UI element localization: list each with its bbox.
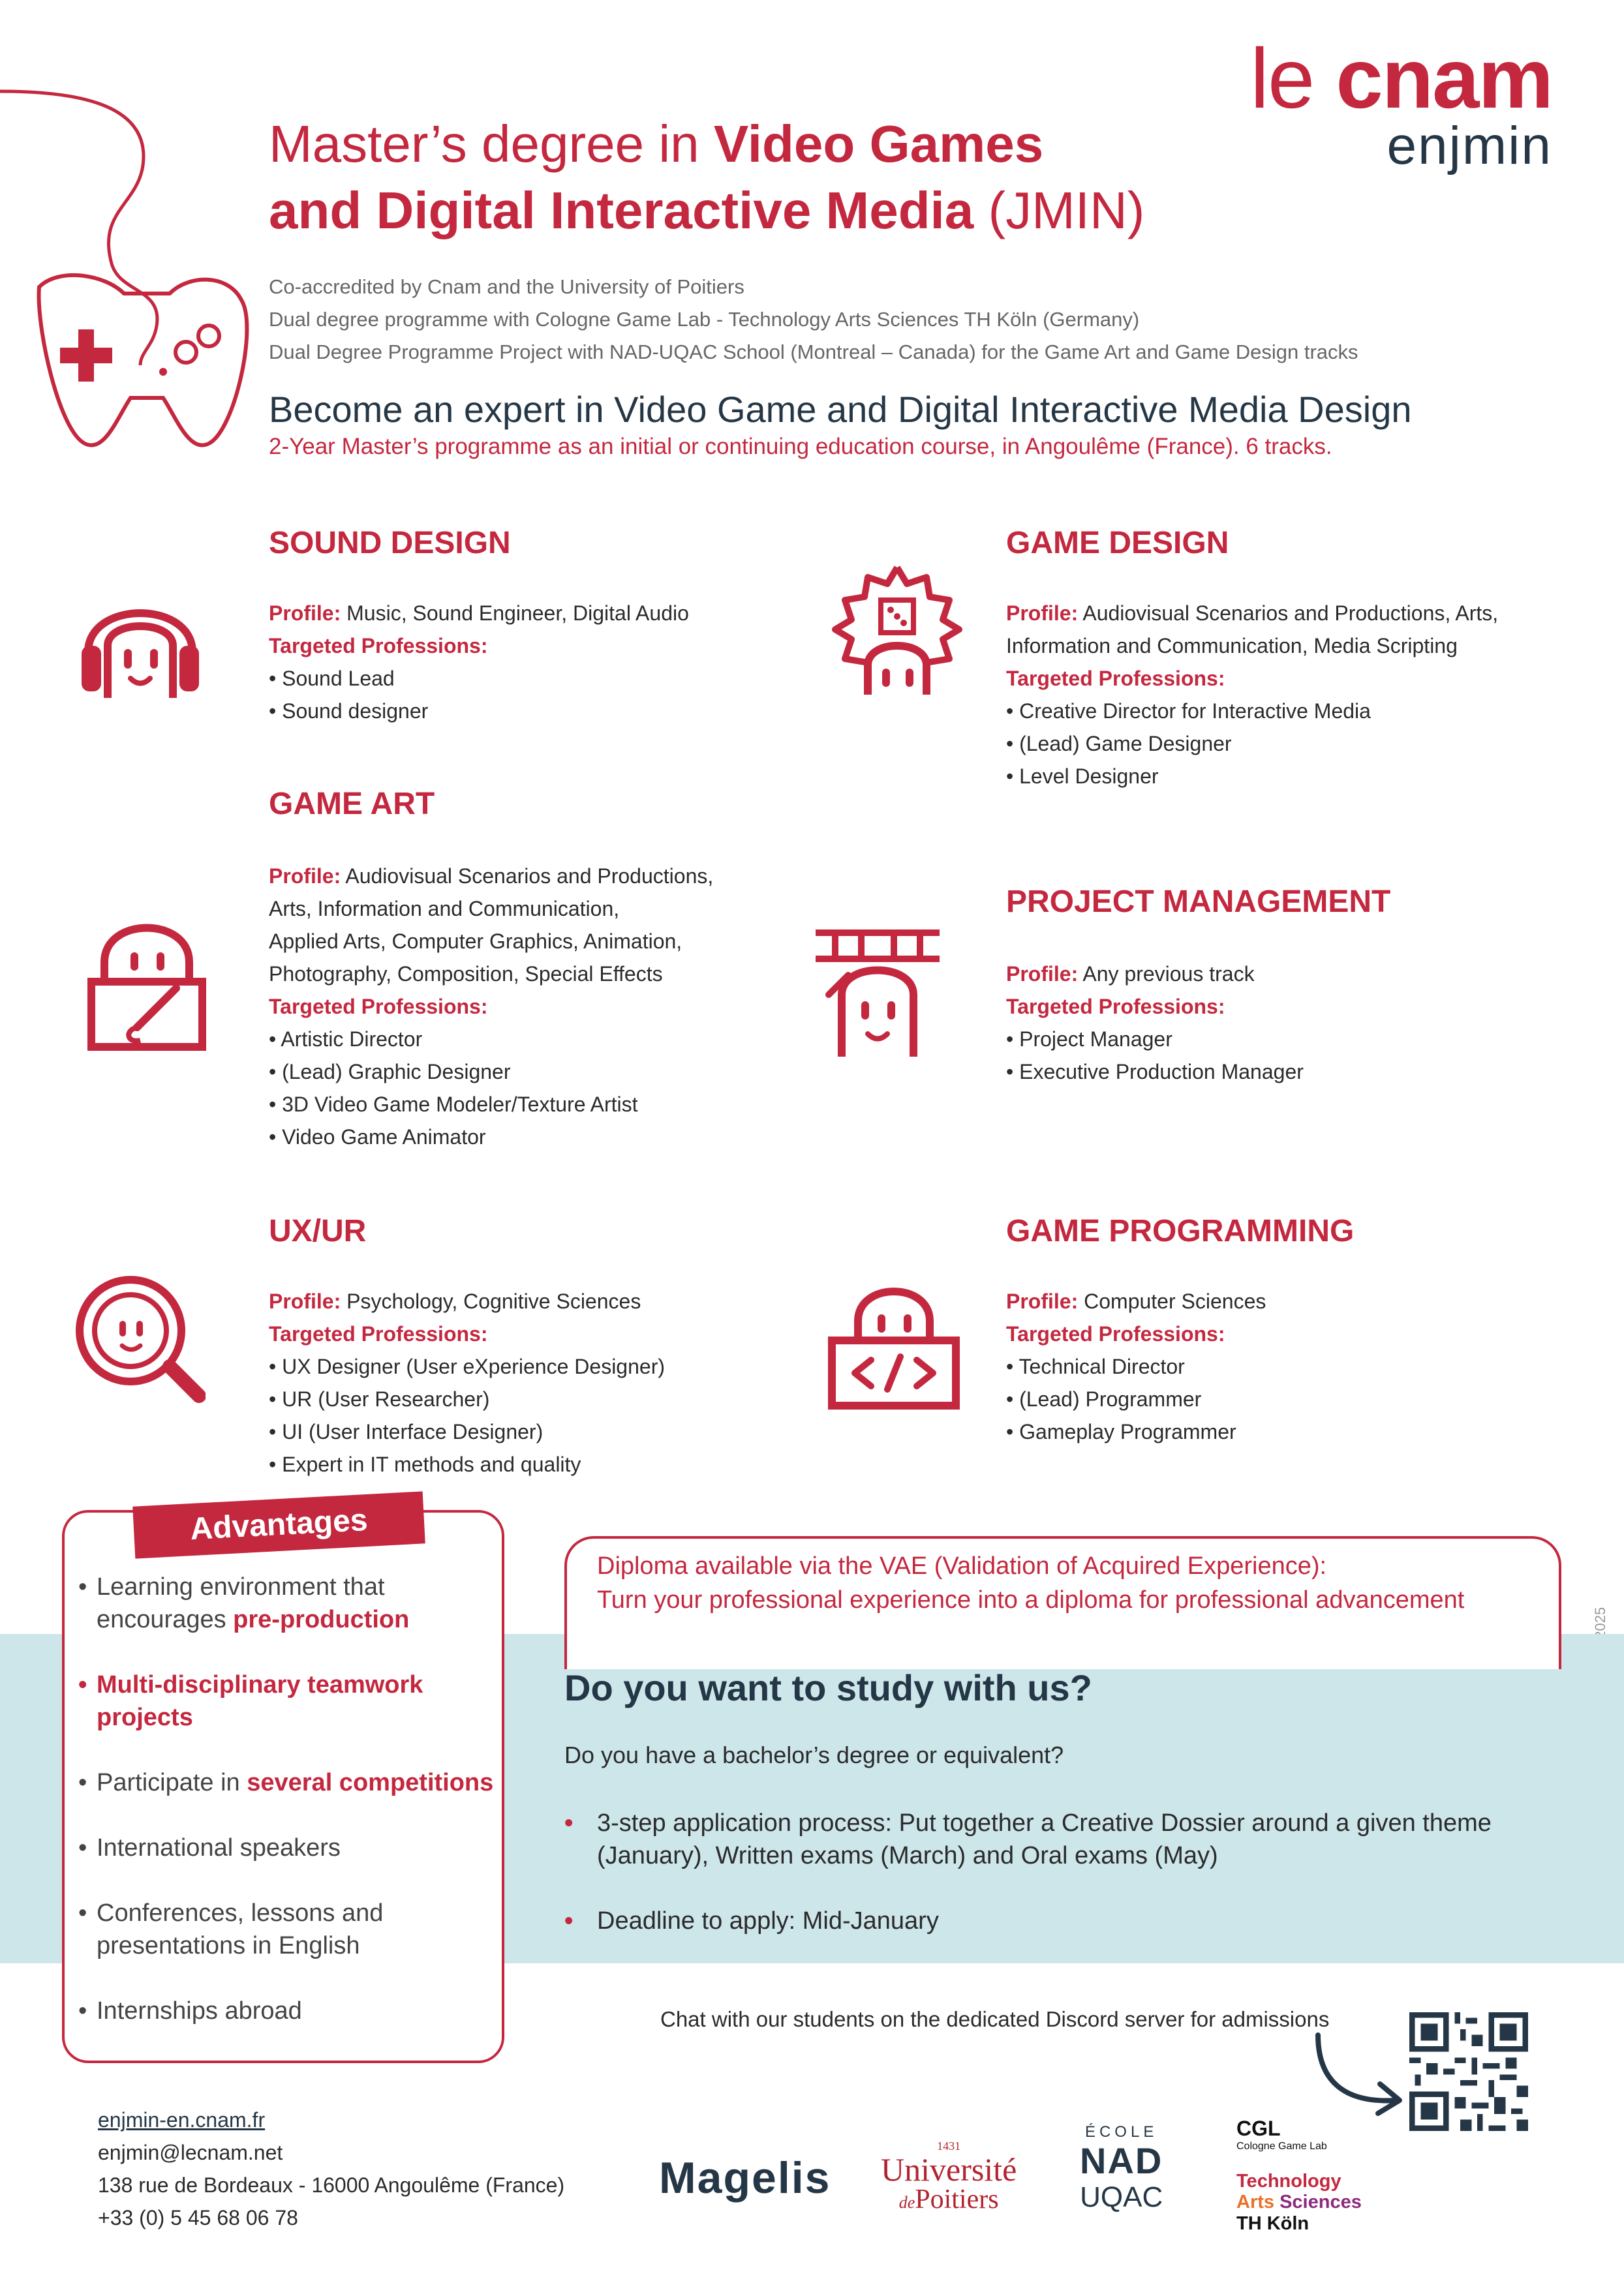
vae-text: Diploma available via the VAE (Validation of Acquired Experience): Turn your professional experience into a diploma for professional advancement xyxy=(597,1552,1465,1614)
study-list xyxy=(564,1807,1556,1970)
track-title-sound-design: SOUND DESIGN xyxy=(269,526,511,560)
arrow-icon xyxy=(1305,2029,1409,2120)
study-question: Do you have a bachelor’s degree or equivalent? xyxy=(564,1742,1064,1768)
website-link[interactable]: enjmin-en.cnam.fr xyxy=(98,2108,266,2132)
study-title: Do you want to study with us? xyxy=(564,1667,1092,1708)
headline: Become an expert in Video Game and Digital Interactive Media Design xyxy=(269,389,1412,430)
phone: +33 (0) 5 45 68 06 78 xyxy=(98,2206,298,2229)
study-item: • Deadline to apply: Mid-January xyxy=(564,1905,1556,1937)
advantages-tag: Advantages xyxy=(132,1491,425,1558)
track-title-ux-ur: UX/UR xyxy=(269,1214,367,1248)
page-title: Master’s degree in Video Games and Digital Interactive Media (JMIN) xyxy=(269,115,1145,239)
track-body-project-management: Profile: Any previous track Targeted Professions: • Project Manager • Executive Production Manager xyxy=(1006,962,1304,1083)
advantage-item: • Learning environment that encourages pre-production xyxy=(78,1571,496,1636)
email-link[interactable]: enjmin@lecnam.net xyxy=(98,2141,283,2164)
track-body-game-design: Profile: Audiovisual Scenarios and Productions, Arts, Information and Communication, Media Scripting Targeted Professions: • Creative Director for Interactive Media • (Lead) Game Designer • Level Designer xyxy=(1006,601,1499,788)
gear-dice-icon xyxy=(829,561,966,698)
track-body-ux-ur: Profile: Psychology, Cognitive Sciences Targeted Professions: • UX Designer (User eXperience Designer) • UR (User Researcher) • UI (User Interface Designer) • Expert in IT methods and quality xyxy=(269,1290,665,1476)
track-title-game-programming: GAME PROGRAMMING xyxy=(1006,1214,1355,1248)
discord-note: Chat with our students on the dedicated Discord server for admissions xyxy=(660,2007,1330,2031)
headphones-icon xyxy=(72,574,209,711)
code-icon xyxy=(825,1275,962,1412)
contact-info xyxy=(98,2104,564,2234)
cnam-enjmin-logo: le cnam enjmin xyxy=(1250,31,1552,175)
track-title-project-management: PROJECT MANAGEMENT xyxy=(1006,884,1391,919)
project-board-icon xyxy=(809,923,946,1060)
track-body-sound-design: Profile: Music, Sound Engineer, Digital Audio Targeted Professions: • Sound Lead • Sound designer xyxy=(269,601,689,723)
accreditation-line: Dual degree programme with Cologne Game Lab - Technology Arts Sciences TH Köln (Germany) xyxy=(269,308,1140,331)
accreditation-line: Dual Degree Programme Project with NAD-UQAC School (Montreal – Canada) for the Game Art and Game Design tracks xyxy=(269,340,1358,363)
discord-qr-code[interactable] xyxy=(1409,2012,1528,2131)
advantage-item: • International speakers xyxy=(78,1832,496,1864)
track-title-game-art: GAME ART xyxy=(269,787,435,821)
track-title-game-design: GAME DESIGN xyxy=(1006,526,1229,560)
magelis-logo: Magelis xyxy=(659,2153,831,2203)
accreditation-line: Co-accredited by Cnam and the University of Poitiers xyxy=(269,275,744,298)
nad-uqac-logo: ÉCOLE NAD UQAC xyxy=(1080,2123,1163,2213)
track-body-game-programming: Profile: Computer Sciences Targeted Professions: • Technical Director • (Lead) Programmer • Gameplay Programmer xyxy=(1006,1290,1266,1443)
game-controller-illustration xyxy=(0,78,274,483)
advantages-list xyxy=(78,1571,496,2060)
address: 138 rue de Bordeaux - 16000 Angoulême (France) xyxy=(98,2173,565,2197)
advantage-item: • Conferences, lessons and presentations in English xyxy=(78,1897,496,1962)
advantage-item: • Participate in several competitions xyxy=(78,1766,496,1799)
study-item: • 3-step application process: Put together a Creative Dossier around a given theme (January), Written exams (March) and Oral exams (May) xyxy=(564,1807,1556,1872)
cgl-th-koln-logo: CGL Cologne Game Lab Technology Arts Sciences TH Köln xyxy=(1236,2117,1362,2234)
advantage-item: • Multi-disciplinary teamwork projects xyxy=(78,1669,496,1734)
universite-poitiers-logo: 1431 Université dePoitiers xyxy=(881,2139,1017,2214)
track-body-game-art: Profile: Audiovisual Scenarios and Productions, Arts, Information and Communication, Applied Arts, Computer Graphics, Animation, Photography, Composition, Special Effects Targeted Professions: • Artistic Director • (Lead) Graphic Designer • 3D Video Game Modeler/Texture Artist • Video Game Animator xyxy=(269,864,714,1149)
magnifier-icon xyxy=(69,1269,206,1406)
accreditation-text xyxy=(269,271,1358,369)
advantage-item: • Internships abroad xyxy=(78,1995,496,2027)
headline-subtitle: 2-Year Master’s programme as an initial or continuing education course, in Angoulême (France). 6 tracks. xyxy=(269,434,1332,459)
artist-drawing-icon xyxy=(78,916,215,1053)
